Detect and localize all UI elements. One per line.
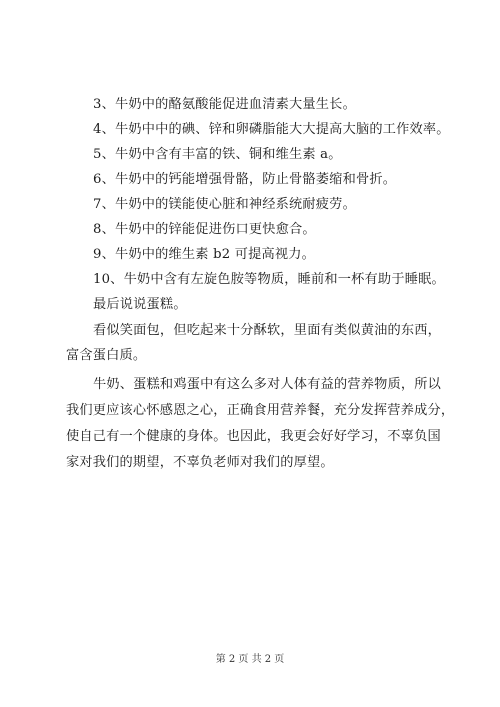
list-item-6: 6、牛奶中的钙能增强骨骼，防止骨骼萎缩和骨折。 [93, 172, 397, 187]
list-item-10: 10、牛奶中含有左旋色胺等物质，睡前和一杯有助于睡眠。 [93, 272, 445, 287]
list-item-7: 7、牛奶中的镁能使心脏和神经系统耐疲劳。 [93, 197, 356, 212]
conclusion-line-4: 家对我们的期望，不辜负老师对我们的厚望。 [66, 455, 334, 470]
cake-description-line-2: 富含蛋白质。 [66, 348, 147, 363]
list-item-4: 4、牛奶中中的碘、锌和卵磷脂能大大提高大脑的工作效率。 [93, 122, 450, 137]
list-item-9: 9、牛奶中的维生素 b2 可提高视力。 [93, 247, 316, 262]
list-item-3: 3、牛奶中的酪氨酸能促进血清素大量生长。 [93, 97, 356, 112]
conclusion-line-2: 我们更应该心怀感恩之心，正确食用营养餐，充分发挥营养成分， [66, 403, 455, 418]
list-item-8: 8、牛奶中的锌能促进伤口更快愈合。 [93, 222, 316, 237]
conclusion-line-1: 牛奶、蛋糕和鸡蛋中有这么多对人体有益的营养物质，所以 [93, 377, 442, 392]
conclusion-line-3: 使自己有一个健康的身体。也因此，我更会好好学习，不辜负国 [66, 429, 441, 444]
cake-intro: 最后说说蛋糕。 [93, 297, 187, 312]
cake-description-line-1: 看似笑面包，但吃起来十分酥软，里面有类似黄油的东西， [93, 323, 442, 338]
page-number-footer: 第 2 页 共 2 页 [215, 654, 285, 665]
list-item-5: 5、牛奶中含有丰富的铁、铜和维生素 a。 [93, 147, 342, 162]
